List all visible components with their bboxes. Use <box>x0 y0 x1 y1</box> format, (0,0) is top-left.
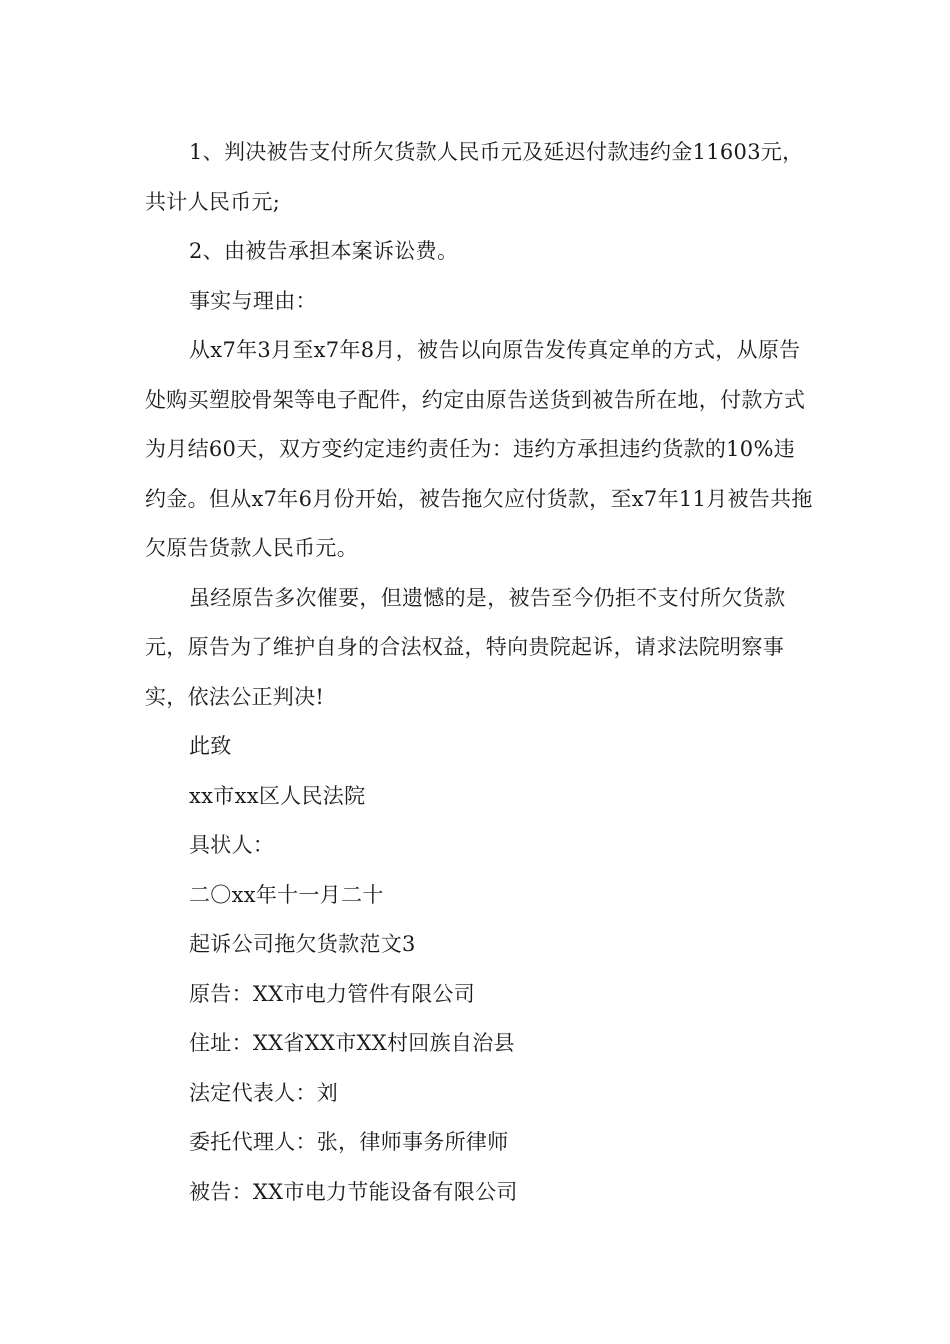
paragraph-claim-1: 1、判决被告支付所欠货款人民币元及延迟付款违约金11603元，共计人民币元; <box>145 140 804 214</box>
document-body <box>145 128 815 1217</box>
paragraph-address: 住址：XX省XX市XX村回族自治县 <box>189 1031 515 1055</box>
paragraph-claim-2: 2、由被告承担本案诉讼费。 <box>189 239 459 263</box>
paragraph-facts-heading: 事实与理由： <box>189 288 317 313</box>
paragraph-salutation: 此致 <box>189 734 232 758</box>
paragraph-legal-representative: 法定代表人：刘 <box>189 1080 339 1105</box>
paragraph-signer: 具状人： <box>189 833 275 857</box>
paragraph-plaintiff: 原告：XX市电力管件有限公司 <box>189 981 476 1006</box>
paragraph-date: 二〇xx年十一月二十 <box>189 882 384 907</box>
paragraph-agent: 委托代理人：张，律师事务所律师 <box>189 1130 509 1154</box>
paragraph-reason-body: 虽经原告多次催要，但遗憾的是，被告至今仍拒不支付所欠货款元，原告为了维护自身的合法权益，特向贵院起诉，请求法院明察事实，依法公正判决! <box>145 585 786 709</box>
paragraph-facts-body: 从x7年3月至x7年8月，被告以向原告发传真定单的方式，从原告处购买塑胶骨架等电子配件，约定由原告送货到被告所在地，付款方式为月结60天，双方变约定违约责任为：违约方承担违约货款的10%违约金。但从x7年6月份开始，被告拖欠应付货款，至x7年11月被告共拖欠原告货款人民币元。 <box>145 338 813 560</box>
paragraph-defendant: 被告：XX市电力节能设备有限公司 <box>189 1179 518 1204</box>
paragraph-section-title: 起诉公司拖欠货款范文3 <box>189 932 416 956</box>
paragraph-court-name: xx市xx区人民法院 <box>189 783 366 808</box>
